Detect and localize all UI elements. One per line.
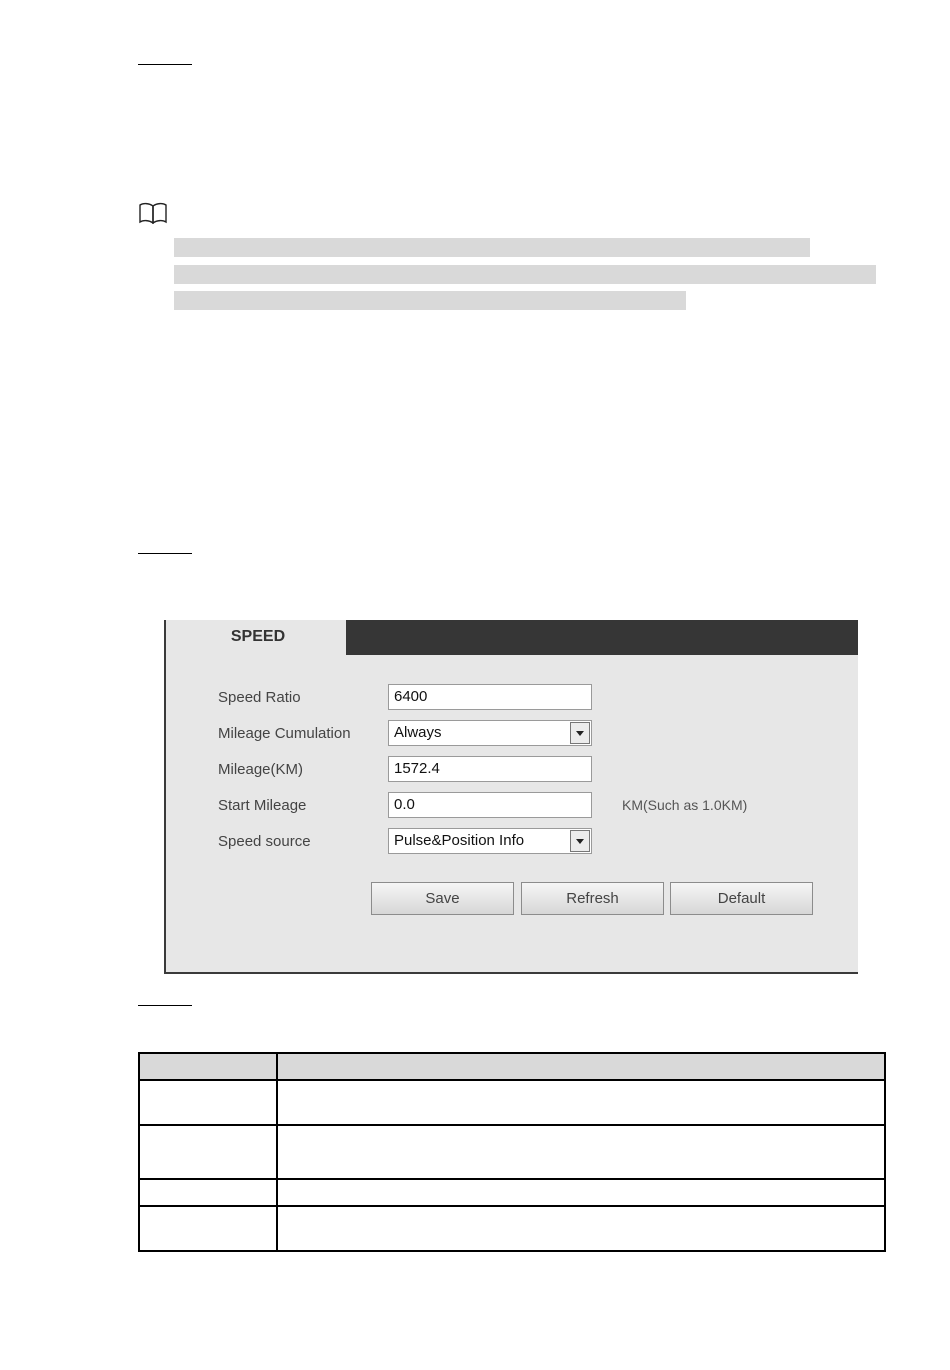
mileage-cumulation-value: Always <box>394 724 442 741</box>
save-button[interactable]: Save <box>371 882 514 915</box>
note-line <box>174 291 686 310</box>
refresh-button[interactable]: Refresh <box>521 882 664 915</box>
step-marker <box>138 64 192 65</box>
open-book-icon <box>138 202 168 224</box>
start-mileage-label: Start Mileage <box>218 797 307 814</box>
table-row <box>139 1125 885 1179</box>
chevron-down-icon[interactable] <box>570 830 590 852</box>
step-marker <box>138 1005 192 1006</box>
note-line <box>174 265 876 284</box>
chevron-down-icon[interactable] <box>570 722 590 744</box>
speed-source-label: Speed source <box>218 833 311 850</box>
default-button[interactable]: Default <box>670 882 813 915</box>
mileage-km-input[interactable] <box>388 756 592 782</box>
note-line <box>174 238 810 257</box>
tab-speed-label: SPEED <box>230 628 286 645</box>
speed-settings-panel <box>164 620 858 974</box>
start-mileage-input[interactable] <box>388 792 592 818</box>
table-header-row <box>139 1053 885 1080</box>
table-cell <box>139 1080 277 1125</box>
table-header-cell <box>139 1053 277 1080</box>
speed-ratio-value: 6400 <box>394 688 428 705</box>
table-row <box>139 1080 885 1125</box>
table-cell <box>139 1179 277 1206</box>
table-row <box>139 1206 885 1251</box>
table-cell <box>277 1206 885 1251</box>
step-marker <box>138 553 192 554</box>
speed-ratio-label: Speed Ratio <box>218 689 301 706</box>
table-row <box>139 1179 885 1206</box>
start-mileage-hint: KM(Such as 1.0KM) <box>622 797 748 813</box>
table-cell <box>277 1125 885 1179</box>
table-header-cell <box>277 1053 885 1080</box>
mileage-km-label: Mileage(KM) <box>218 761 304 778</box>
mileage-cumulation-select[interactable] <box>388 720 592 746</box>
speed-source-value: Pulse&Position Info <box>394 832 525 849</box>
table-cell <box>139 1125 277 1179</box>
table-cell <box>277 1179 885 1206</box>
parameter-table <box>138 1052 886 1252</box>
start-mileage-value: 0.0 <box>394 796 415 813</box>
table-cell <box>277 1080 885 1125</box>
tab-speed[interactable] <box>166 620 346 655</box>
speed-source-select[interactable] <box>388 828 592 854</box>
mileage-cumulation-label: Mileage Cumulation <box>218 725 351 742</box>
mileage-km-value: 1572.4 <box>394 760 440 777</box>
table-cell <box>139 1206 277 1251</box>
speed-ratio-input[interactable] <box>388 684 592 710</box>
